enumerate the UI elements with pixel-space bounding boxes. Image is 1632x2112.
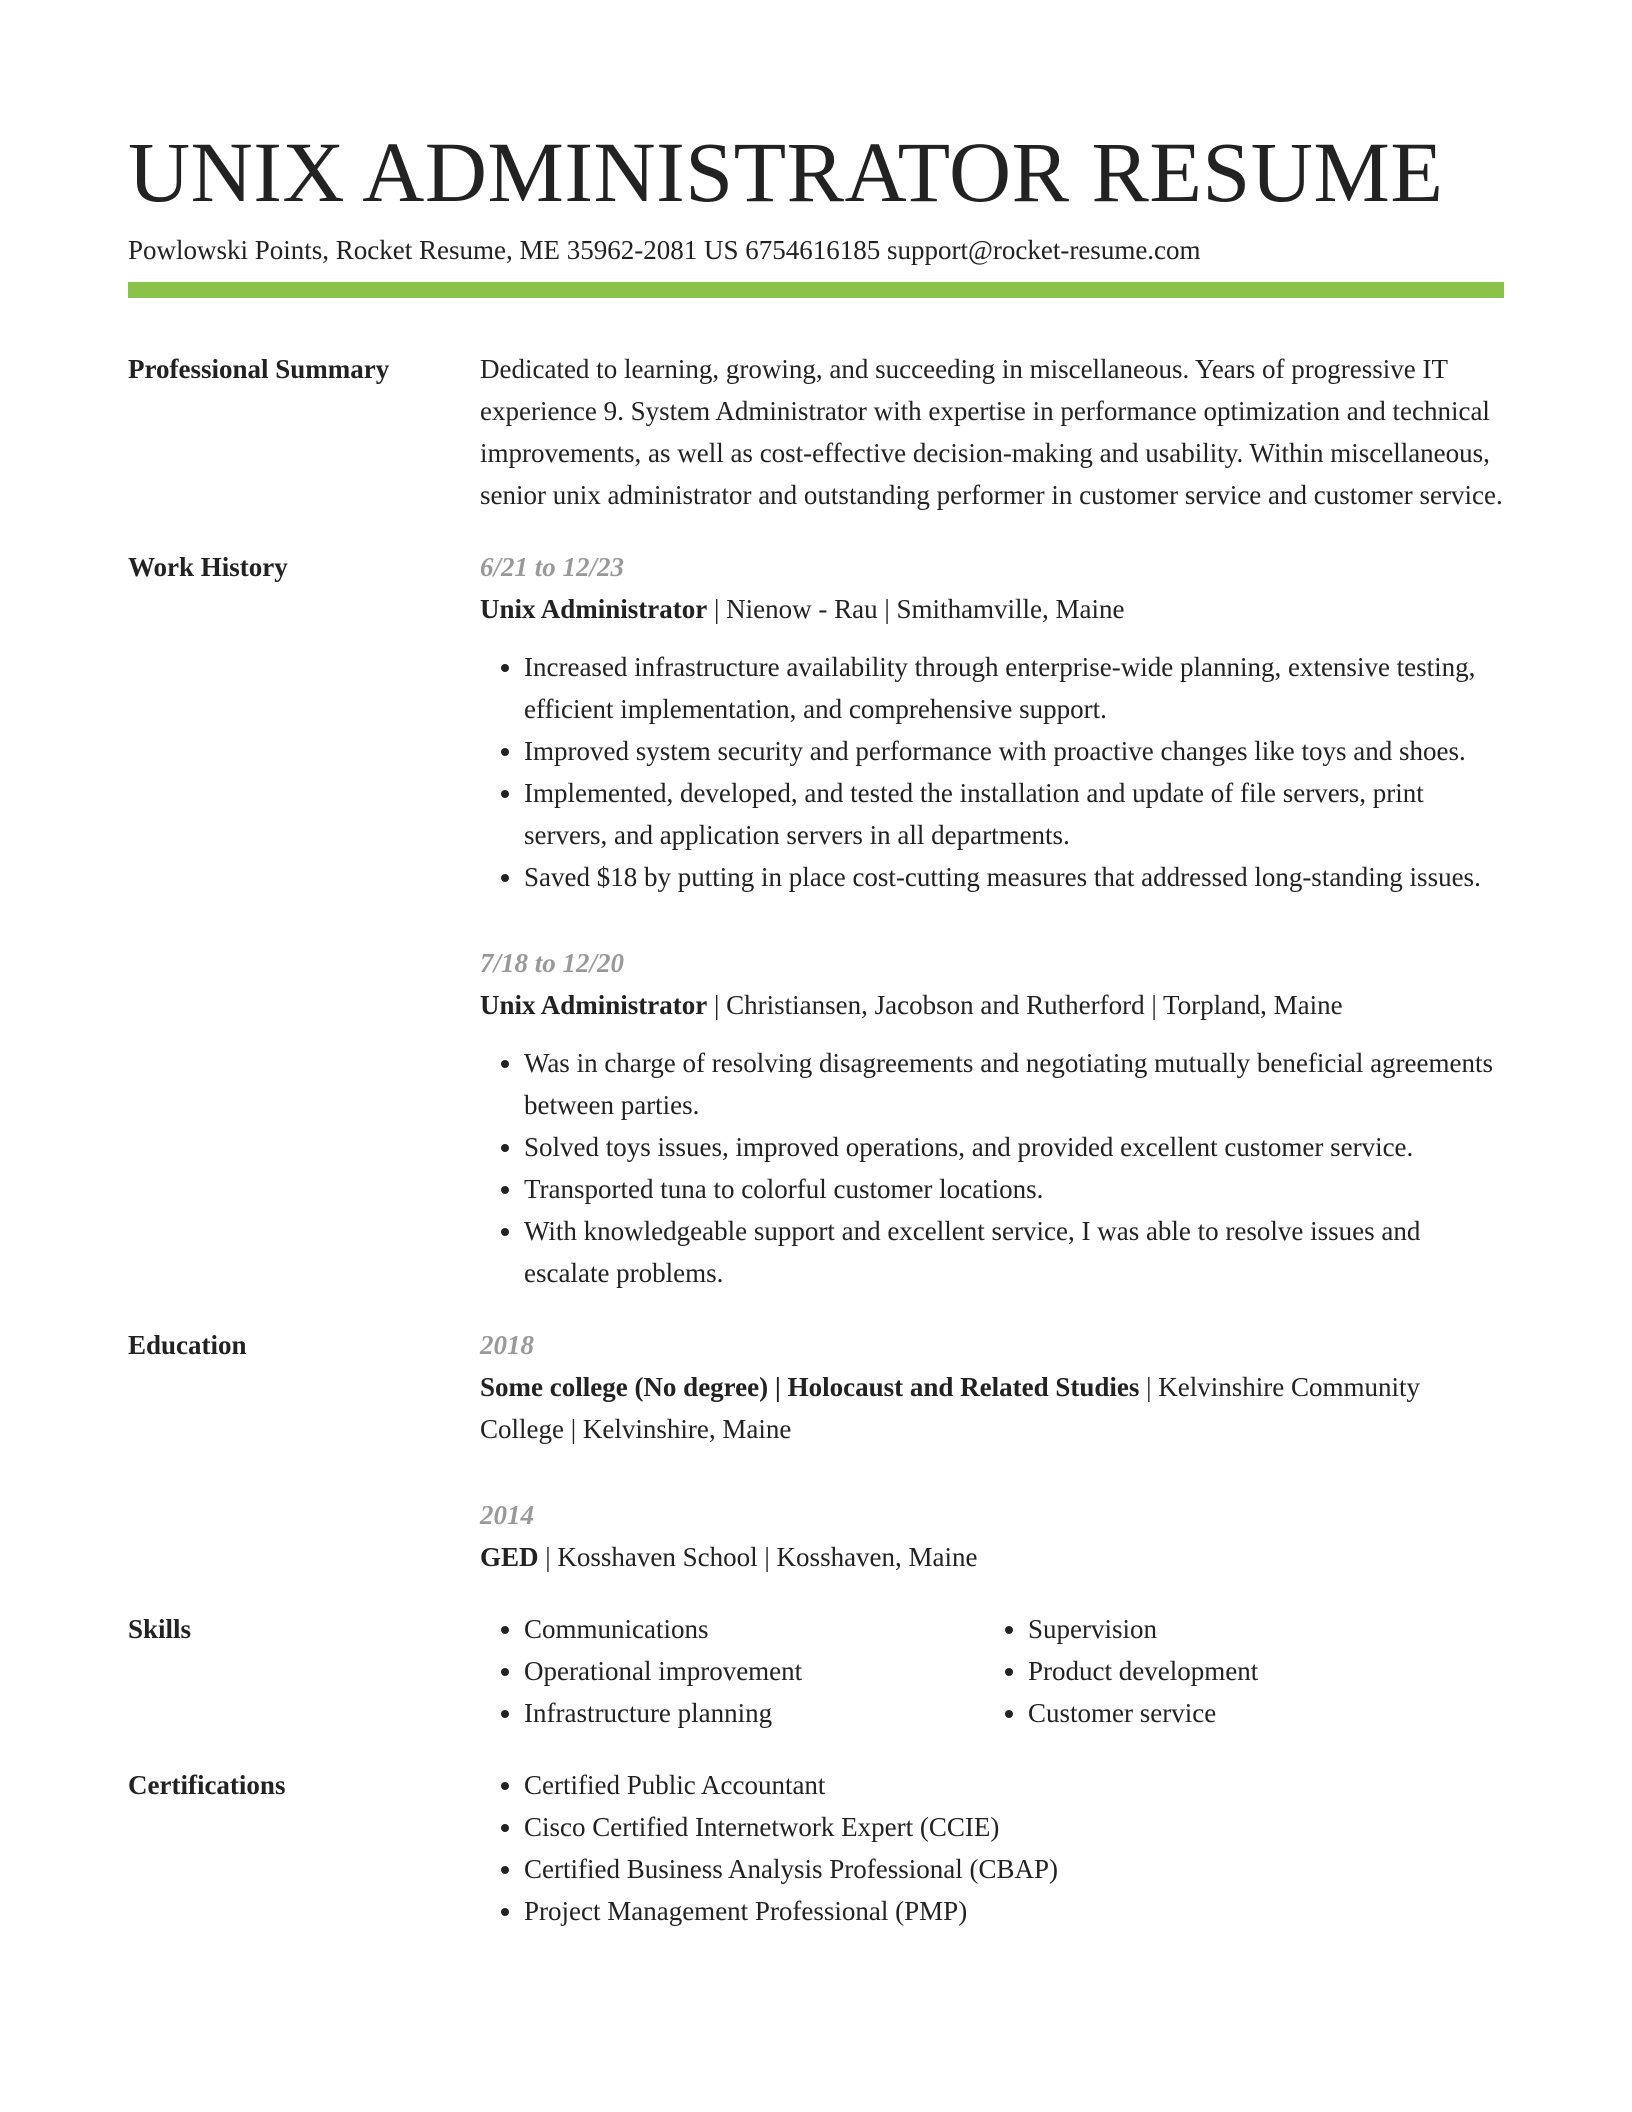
list-item: • With knowledgeable support and excellent service, I was able to resolve issues and escalate problems. xyxy=(524,1210,1504,1294)
list-item: • Increased infrastructure availability through enterprise-wide planning, extensive testing, efficient implementation, and comprehensive support. xyxy=(524,646,1504,730)
job-entry xyxy=(480,546,1504,898)
page-title: UNIX ADMINISTRATOR RESUME xyxy=(128,124,1444,220)
list-item: • Transported tuna to colorful customer locations. xyxy=(524,1168,1504,1210)
resume-page xyxy=(128,124,1504,1932)
certifications-body xyxy=(480,1764,1504,1932)
list-item: • Implemented, developed, and tested the installation and update of file servers, print servers, and application servers in all departments. xyxy=(524,772,1504,856)
education-year: 2018 xyxy=(480,1330,534,1360)
job-dates: 6/21 to 12/23 xyxy=(480,552,625,582)
job-bullets xyxy=(480,646,1504,898)
education-entry xyxy=(480,1494,1504,1578)
list-item: • Supervision xyxy=(1028,1608,1488,1650)
job-entry xyxy=(480,942,1504,1294)
section-certifications xyxy=(128,1764,1504,1932)
list-item: • Saved $18 by putting in place cost-cutting measures that addressed long-standing issues. xyxy=(524,856,1504,898)
job-details: | Nienow - Rau | Smithamville, Maine xyxy=(707,594,1125,624)
education-heading xyxy=(480,1536,1504,1578)
list-item: • Operational improvement xyxy=(524,1650,984,1692)
list-item: • Product development xyxy=(1028,1650,1488,1692)
degree-details: | Kosshaven School | Kosshaven, Maine xyxy=(538,1542,978,1572)
list-item: • Solved toys issues, improved operations, and provided excellent customer service. xyxy=(524,1126,1504,1168)
education-entry xyxy=(480,1324,1504,1450)
certifications-list xyxy=(480,1764,1504,1932)
job-bullets xyxy=(480,1042,1504,1294)
section-skills xyxy=(128,1608,1504,1734)
section-label: Skills xyxy=(128,1614,192,1644)
job-details: | Christiansen, Jacobson and Rutherford | Torpland, Maine xyxy=(707,990,1343,1020)
job-dates: 7/18 to 12/20 xyxy=(480,948,625,978)
job-heading xyxy=(480,588,1504,630)
education-heading xyxy=(480,1366,1504,1450)
summary-text: Dedicated to learning, growing, and succeeding in miscellaneous. Years of progressive IT experience 9. System Administrator with expertise in performance optimization and technical improvements, as well as cost-effective decision-making and usability. Within miscellaneous, senior unix administrator and outstanding performer in customer service and customer service. xyxy=(480,354,1503,510)
job-role: Unix Administrator xyxy=(480,990,708,1020)
section-label: Certifications xyxy=(128,1770,286,1800)
list-item: • Improved system security and performance with proactive changes like toys and shoes. xyxy=(524,730,1504,772)
list-item: • Communications xyxy=(524,1608,984,1650)
skills-list-left xyxy=(480,1608,984,1734)
work-entries xyxy=(480,546,1504,1294)
section-work-history xyxy=(128,546,1504,1294)
header-divider xyxy=(128,282,1504,298)
section-professional-summary xyxy=(128,348,1504,516)
education-year: 2014 xyxy=(480,1500,534,1530)
list-item: • Customer service xyxy=(1028,1692,1488,1734)
list-item: • Project Management Professional (PMP) xyxy=(524,1890,1504,1932)
section-education xyxy=(128,1324,1504,1578)
section-label: Education xyxy=(128,1330,247,1360)
degree-title: GED xyxy=(480,1542,539,1572)
degree-title: Some college (No degree) | Holocaust and Related Studies xyxy=(480,1372,1140,1402)
list-item: • Certified Public Accountant xyxy=(524,1764,1504,1806)
degree-details: | Kelvinshire Community College | Kelvinshire, Maine xyxy=(480,1372,1421,1444)
list-item: • Cisco Certified Internetwork Expert (CCIE) xyxy=(524,1806,1504,1848)
skills-list-right xyxy=(984,1608,1488,1734)
section-label: Work History xyxy=(128,552,288,582)
contact-info: Powlowski Points, Rocket Resume, ME 35962-2081 US 6754616185 support@rocket-resume.com xyxy=(128,235,1201,265)
job-role: Unix Administrator xyxy=(480,594,708,624)
list-item: • Was in charge of resolving disagreements and negotiating mutually beneficial agreements between parties. xyxy=(524,1042,1504,1126)
skills-columns xyxy=(480,1608,1504,1734)
list-item: • Certified Business Analysis Professional (CBAP) xyxy=(524,1848,1504,1890)
job-heading xyxy=(480,984,1504,1026)
education-entries xyxy=(480,1324,1504,1578)
section-label: Professional Summary xyxy=(128,354,390,384)
list-item: • Infrastructure planning xyxy=(524,1692,984,1734)
